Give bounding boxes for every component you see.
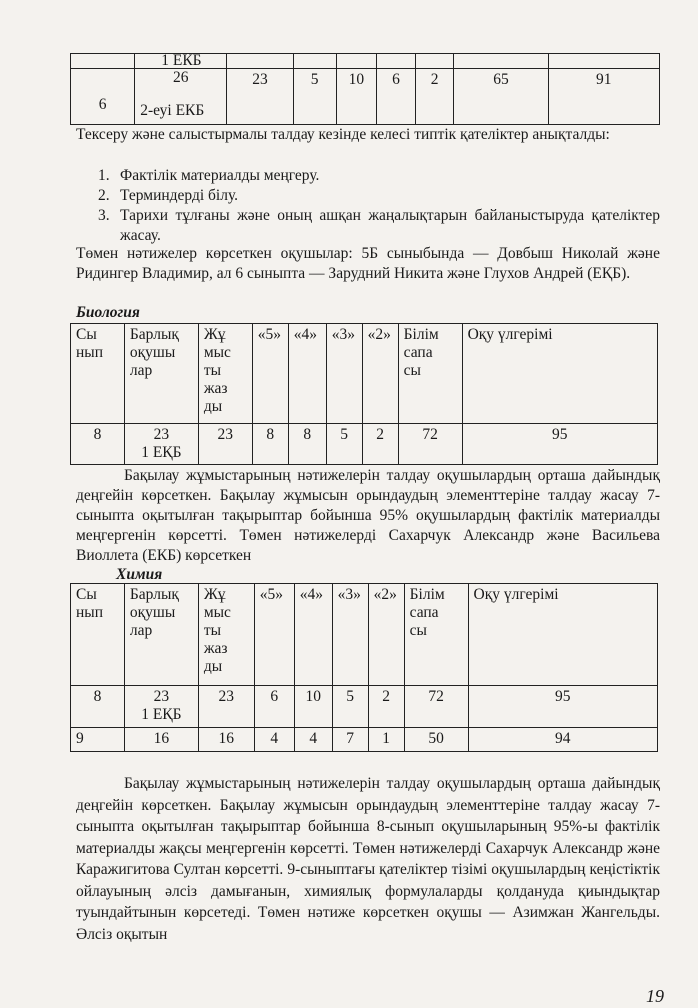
grade-cell [71,54,135,69]
top-results-table [70,53,660,125]
grade3-cell: 5 [326,424,362,465]
grade5-cell: 6 [254,686,294,728]
chemistry-table [70,583,658,752]
header-grade3: «3» [332,584,368,686]
header-wrote: Жұ мыс ты жаз ды [198,584,254,686]
wrote-cell: 23 [227,69,293,125]
total-cell: 23 1 ЕҚБ [124,686,198,728]
header-grade2: «2» [368,584,404,686]
list-number: 2. [98,187,110,204]
header-grade: Сы нып [71,584,125,686]
quality-cell: 50 [404,728,468,752]
page-number: 19 [646,986,664,1006]
table-row [71,424,658,465]
grade3-cell: 6 [377,69,416,125]
table-row [71,728,658,752]
total-note: 1 ЕҚБ [141,444,182,461]
header-progress: Оқу үлгерімі [462,324,657,424]
biology-table [70,323,658,465]
header-quality: Білім сапа сы [404,584,468,686]
header-total: Барлық оқушы лар [124,324,198,424]
grade2-cell: 1 [368,728,404,752]
total-note: 2-еуі ЕКБ [140,102,205,119]
chemistry-conclusion: Бақылау жұмыстарының нәтижелерін талдау оқушылардың орташа дайындық деңгейін көрсеткен. Бақылау жұмысын орындаудың элементтеріне талдау жасау 7-сыныпта оқытылған тақырыптар бойынша 8-сынып оқушыларының 95%-ы фактілік материалды жақсы меңгергенін көрсетті. Төмен нәтижелерді Сахарчук Александр және Каражигитова Султан көрсетті. 9-сыныптағы қателіктер тізімі оқушылардың кеңістіктік ойлауының әлсіз дамығанын, химиялық формулаларды қолдануда қиындықтар туындайтынын көрсетеді. Төмен нәтиже көрсеткен оқушы — Азимжан Жангельды. Әлсіз оқытын [76,775,660,943]
grade5-cell: 4 [254,728,294,752]
grade2-cell: 2 [368,686,404,728]
grade3-cell: 7 [332,728,368,752]
list-number: 1. [98,167,110,184]
grade3-cell: 5 [332,686,368,728]
chemistry-heading: Химия [116,566,163,583]
grade4-cell: 10 [336,69,377,125]
header-grade2: «2» [362,324,398,424]
header-grade: Сы нып [71,324,125,424]
progress-cell: 91 [548,69,659,125]
quality-cell: 72 [404,686,468,728]
total-cell: 23 1 ЕҚБ [124,424,198,465]
list-item: 1. Фактілік материалды меңгеру. [98,167,320,184]
list-number: 3. [98,207,110,224]
header-quality: Білім сапа сы [398,324,462,424]
total-cell: 1 ЕКБ [135,54,227,69]
grade-cell: 6 [71,69,135,125]
grade5-cell: 5 [293,69,336,125]
wrote-cell: 23 [198,424,252,465]
header-grade5: «5» [252,324,288,424]
grade4-cell: 8 [288,424,326,465]
grade-cell: 9 [71,728,125,752]
header-grade4: «4» [288,324,326,424]
biology-heading: Биология [76,304,140,321]
total-cell [135,69,227,125]
grade-cell: 8 [71,424,125,465]
progress-cell: 95 [462,424,657,465]
total-value: 26 [173,69,189,86]
error-list [98,166,660,246]
table-row [71,686,658,728]
table-row [71,69,660,125]
header-total: Барлық оқушы лар [124,584,198,686]
quality-cell: 65 [454,69,548,125]
grade4-cell: 4 [294,728,332,752]
table-header-row [71,584,658,686]
total-note: 1 ЕҚБ [141,706,182,723]
table-row [71,54,660,69]
grade5-cell: 8 [252,424,288,465]
wrote-cell: 23 [198,686,254,728]
total-cell: 16 [124,728,198,752]
progress-cell: 94 [468,728,657,752]
header-grade5: «5» [254,584,294,686]
header-grade4: «4» [294,584,332,686]
biology-conclusion: Бақылау жұмыстарының нәтижелерін талдау оқушылардың орташа дайындық деңгейін көрсеткен. Бақылау жұмысын орындаудың элементтеріне талдау жасау 7-сыныпта оқытылған тақырыптар бойынша 95% оқушылардың фактілік материалды меңгергенін көрсетті. Төмен нәтижелерді Сахарчук Александр және Васильева Виоллета (ЕКБ) көрсеткен [76,467,660,564]
grade2-cell: 2 [415,69,454,125]
header-wrote: Жұ мыс ты жаз ды [198,324,252,424]
table-header-row [71,324,658,424]
wrote-cell: 16 [198,728,254,752]
list-item: 3. Тарихи тұлғаны және оның ашқан жаңалықтарын байланыстыруда қателіктер жасау. [98,207,660,244]
grade4-cell: 10 [294,686,332,728]
list-item: 2. Терминдерді білу. [98,187,239,204]
grade-cell: 8 [71,686,125,728]
progress-cell: 95 [468,686,657,728]
quality-cell: 72 [398,424,462,465]
header-progress: Оқу үлгерімі [468,584,657,686]
grade2-cell: 2 [362,424,398,465]
header-grade3: «3» [326,324,362,424]
intro-paragraph: Тексеру және салыстырмалы талдау кезінде келесі типтік қателіктер анықталды: [76,126,610,143]
low-results-paragraph: Төмен нәтижелер көрсеткен оқушылар: 5Б сыныбында — Довбыш Николай және Ридингер Владимир, ал 6 сыныпта — Зарудний Никита және Глухов Андрей (ЕҚБ). [76,245,660,282]
